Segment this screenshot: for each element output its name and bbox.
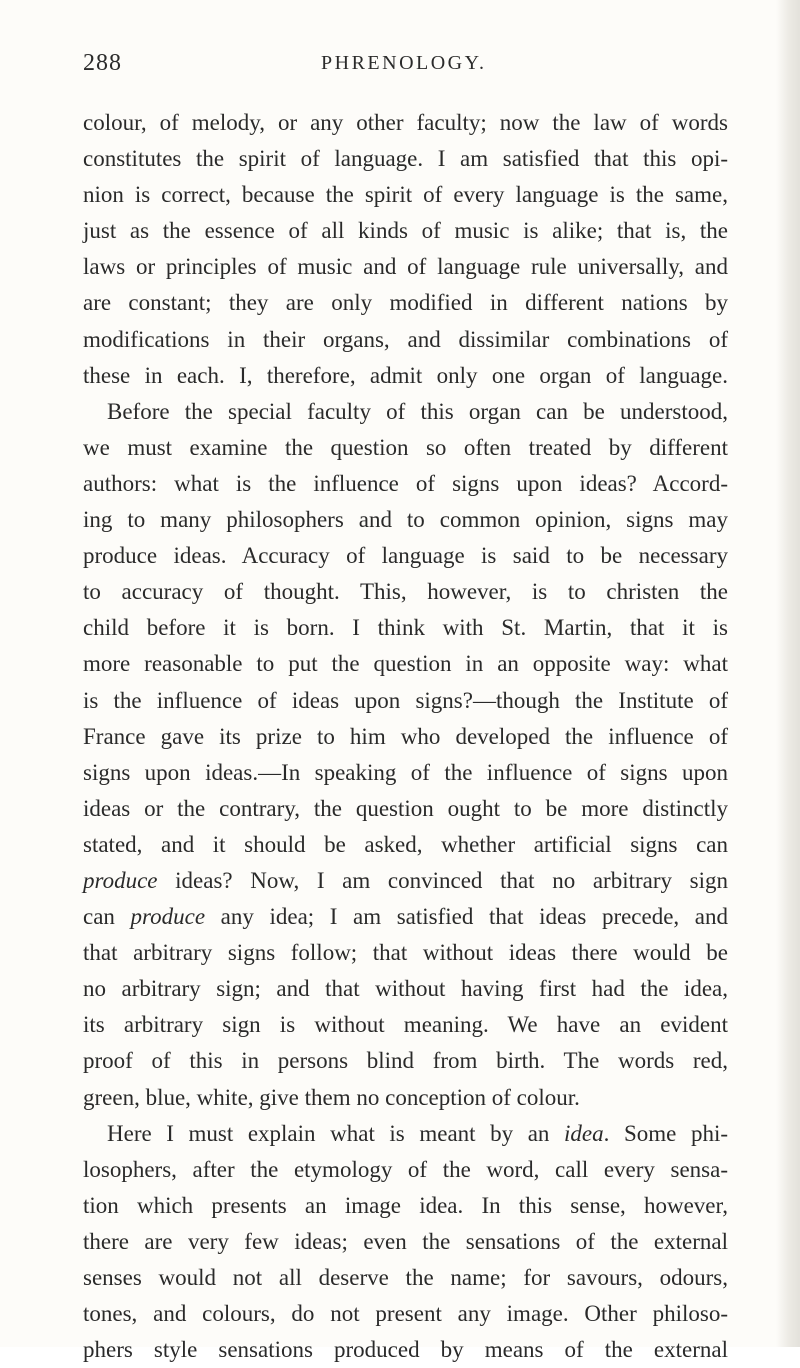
- text-line: [83, 285, 728, 321]
- text-line: [83, 1188, 728, 1224]
- text-run: France gave its prize to him who developed the influence of: [83, 723, 728, 749]
- text-run: ideas or the contrary, the question ought to be more distinctly: [83, 795, 728, 821]
- italic-text: produce: [130, 904, 206, 930]
- text-run: to accuracy of thought. This, however, is to christen the: [83, 579, 728, 605]
- text-line: [83, 899, 728, 935]
- text-line: [83, 646, 728, 682]
- page-number: 288: [83, 50, 122, 76]
- text-line: [83, 1152, 728, 1188]
- text-run: produce ideas. Accuracy of language is said to be necessary: [83, 543, 728, 569]
- text-run: Before the special faculty of this organ can be understood,: [107, 398, 728, 424]
- text-line: [83, 1007, 728, 1043]
- text-line: [83, 394, 728, 430]
- text-line: [83, 1043, 728, 1079]
- text-line: [83, 430, 728, 466]
- text-line: [83, 1224, 728, 1260]
- text-run: child before it is born. I think with St. Martin, that it is: [83, 615, 728, 641]
- text-run: can: [83, 904, 131, 930]
- text-line: [83, 249, 728, 285]
- text-line: [83, 213, 728, 249]
- text-run: green, blue, white, give them no conception of colour.: [83, 1084, 580, 1110]
- text-run: just as the essence of all kinds of music is alike; that is, the: [83, 218, 728, 244]
- text-run: modifications in their organs, and dissimilar combinations of: [83, 326, 728, 352]
- text-run: authors: what is the influence of signs upon ideas? Accord-: [83, 470, 728, 496]
- text-run: laws or principles of music and of language rule universally, and: [83, 254, 728, 280]
- text-run: signs upon ideas.—In speaking of the influence of signs upon: [83, 759, 728, 785]
- text-run: stated, and it should be asked, whether artificial signs can: [83, 831, 728, 857]
- page-edge-shadow: [776, 0, 800, 1347]
- text-run: constitutes the spirit of language. I am satisfied that this opi-: [83, 146, 728, 172]
- text-line: [83, 538, 728, 574]
- text-run: losophers, after the etymology of the word, call every sensa-: [83, 1156, 728, 1182]
- text-run: senses would not all deserve the name; for savours, odours,: [83, 1265, 728, 1290]
- text-run: ing to many philosophers and to common opinion, signs may: [83, 507, 728, 533]
- text-run: tion which presents an image idea. In this sense, however,: [83, 1192, 728, 1218]
- text-line: [83, 141, 728, 177]
- text-line: [83, 358, 728, 394]
- text-line: [83, 791, 728, 827]
- text-run: phers style sensations produced by means of the external: [83, 1337, 728, 1363]
- text-line: [83, 719, 728, 755]
- text-line: [83, 683, 728, 719]
- text-line: [83, 574, 728, 610]
- text-line: [83, 105, 728, 141]
- text-run: Here I must explain what is meant by an: [107, 1120, 565, 1146]
- text-line: [83, 610, 728, 646]
- text-line: [83, 502, 728, 538]
- text-run: more reasonable to put the question in an opposite way: what: [83, 651, 728, 677]
- text-line: [83, 1080, 728, 1116]
- text-line: [83, 863, 728, 899]
- text-run: proof of this in persons blind from birth. The words red,: [83, 1048, 728, 1074]
- text-line: [83, 755, 728, 791]
- text-line: [83, 1260, 728, 1296]
- running-head: PHRENOLOGY.: [321, 52, 487, 74]
- italic-text: produce: [83, 867, 158, 893]
- text-run: tones, and colours, do not present any image. Other philoso-: [83, 1301, 728, 1327]
- text-line: [83, 1116, 728, 1152]
- page-header: [83, 50, 708, 90]
- text-run: no arbitrary sign; and that without having first had the idea,: [83, 976, 728, 1002]
- text-line: [83, 177, 728, 213]
- text-run: is the influence of ideas upon signs?—though the Institute of: [83, 687, 728, 713]
- text-line: [83, 1332, 728, 1368]
- italic-text: idea: [564, 1120, 604, 1146]
- body-text: [83, 105, 728, 1368]
- text-run: . Some phi-: [603, 1120, 728, 1146]
- text-run: we must examine the question so often treated by different: [83, 434, 728, 460]
- text-line: [83, 935, 728, 971]
- text-run: these in each. I, therefore, admit only one organ of language.: [83, 362, 728, 388]
- text-line: [83, 466, 728, 502]
- text-run: nion is correct, because the spirit of every language is the same,: [83, 182, 728, 208]
- text-line: [83, 1296, 728, 1332]
- text-run: its arbitrary sign is without meaning. We have an evident: [83, 1012, 728, 1038]
- text-run: there are very few ideas; even the sensations of the external: [83, 1228, 728, 1254]
- text-run: ideas? Now, I am convinced that no arbitrary sign: [157, 867, 728, 893]
- text-line: [83, 827, 728, 863]
- text-run: are constant; they are only modified in different nations by: [83, 290, 728, 316]
- text-run: colour, of melody, or any other faculty; now the law of words: [83, 110, 728, 135]
- text-line: [83, 322, 728, 358]
- text-run: that arbitrary signs follow; that without ideas there would be: [83, 940, 728, 966]
- text-run: any idea; I am satisfied that ideas precede, and: [205, 904, 728, 930]
- text-line: [83, 971, 728, 1007]
